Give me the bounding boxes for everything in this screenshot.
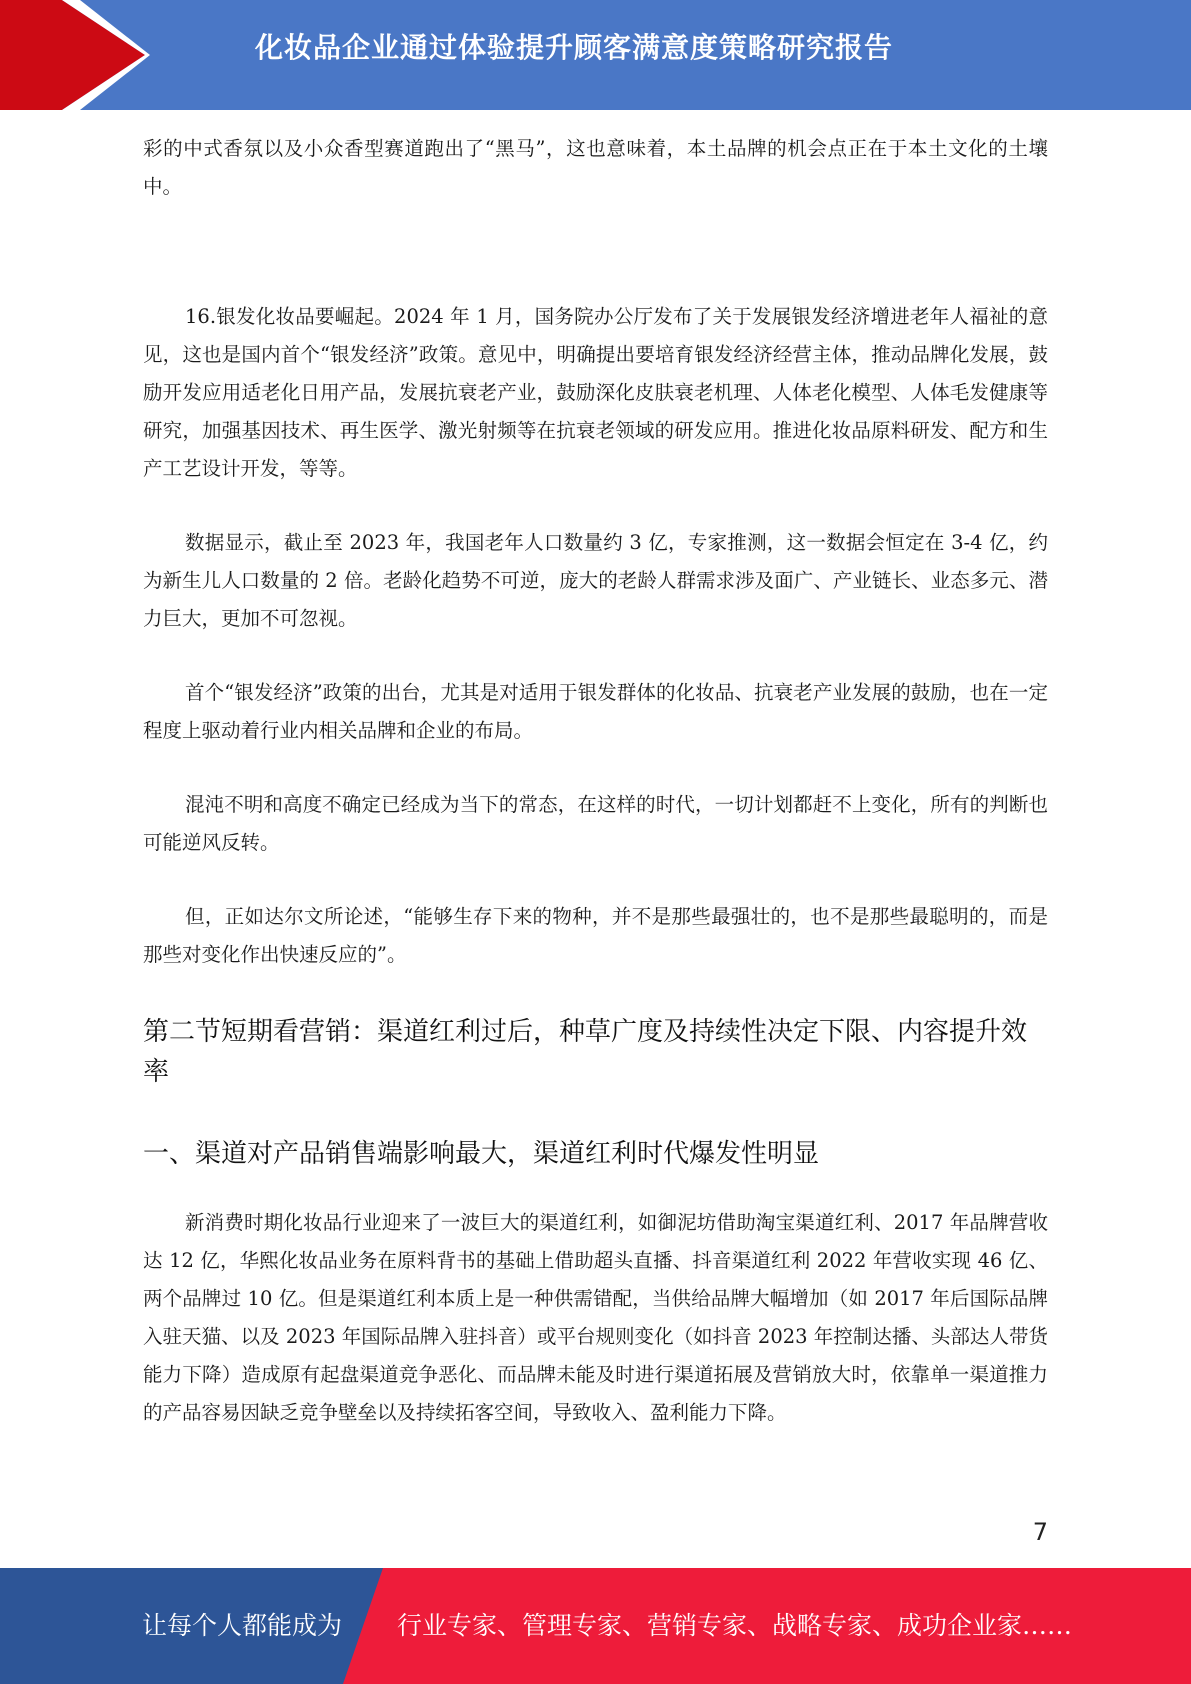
page-footer [0, 1568, 1191, 1684]
paragraph-darwin-quote: 但，正如达尔文所论述，“能够生存下来的物种，并不是那些最强壮的，也不是那些最聪明的，而是那些对变化作出快速反应的”。 [143, 905, 1048, 966]
section-heading: 第二节短期看营销：渠道红利过后，种草广度及持续性决定下限、内容提升效率 [143, 1017, 1028, 1087]
subsection-heading: 一、渠道对产品销售端影响最大，渠道红利时代爆发性明显 [143, 1139, 820, 1169]
paragraph-channel-dividend: 新消费时期化妆品行业迎来了一波巨大的渠道红利，如御泥坊借助淘宝渠道红利、2017 年品牌营收达 12 亿，华熙化妆品业务在原料背书的基础上借助超头直播、抖音渠道红利 2022 年营收实现 46 亿、两个品牌过 10 亿。但是渠道红利本质上是一种供需错配，当供给品牌大幅增加（如 2017 年后国际品牌入驻天猫、以及 2023 年国际品牌入驻抖音）或平台规则变化（如抖音 2023 年控制达播、头部达人带货能力下降）造成原有起盘渠道竞争恶化、而品牌未能及时进行渠道拓展及营销放大时，依靠单一渠道推力的产品容易因缺乏竞争壁垒以及持续拓客空间，导致收入、盈利能力下降。 [143, 1211, 1048, 1424]
paragraph-continued: 彩的中式香氛以及小众香型赛道跑出了“黑马”，这也意味着，本土品牌的机会点正在于本土文化的土壤中。 [143, 137, 1048, 198]
paragraph-elderly-data: 数据显示，截止至 2023 年，我国老年人口数量约 3 亿，专家推测，这一数据会恒定在 3-4 亿，约为新生儿人口数量的 2 倍。老龄化趋势不可逆，庞大的老龄人群需求涉及面广、产业链长、业态多元、潜力巨大，更加不可忽视。 [143, 531, 1048, 630]
paragraph-uncertainty: 混沌不明和高度不确定已经成为当下的常态，在这样的时代，一切计划都赶不上变化，所有的判断也可能逆风反转。 [143, 793, 1048, 854]
page-number: 7 [1032, 1518, 1048, 1546]
footer-slogan-right: 行业专家、管理专家、营销专家、战略专家、成功企业家…… [397, 1611, 1073, 1640]
report-title: 化妆品企业通过体验提升顾客满意度策略研究报告 [255, 31, 894, 64]
page-header [0, 0, 1191, 110]
footer-slogan-left: 让每个人都能成为 [142, 1611, 343, 1640]
paragraph-silver-cosmetics: 16.银发化妆品要崛起。2024 年 1 月，国务院办公厅发布了关于发展银发经济增进老年人福祉的意见，这也是国内首个“银发经济”政策。意见中，明确提出要培育银发经济经营主体，推动品牌化发展，鼓励开发应用适老化日用产品，发展抗衰老产业，鼓励深化皮肤衰老机理、人体老化模型、人体毛发健康等研究，加强基因技术、再生医学、激光射频等在抗衰老领域的研发应用。推进化妆品原料研发、配方和生产工艺设计开发，等等。 [143, 305, 1048, 480]
paragraph-policy-impact: 首个“银发经济”政策的出台，尤其是对适用于银发群体的化妆品、抗衰老产业发展的鼓励，也在一定程度上驱动着行业内相关品牌和企业的布局。 [143, 681, 1048, 742]
main-content [143, 130, 1048, 1468]
